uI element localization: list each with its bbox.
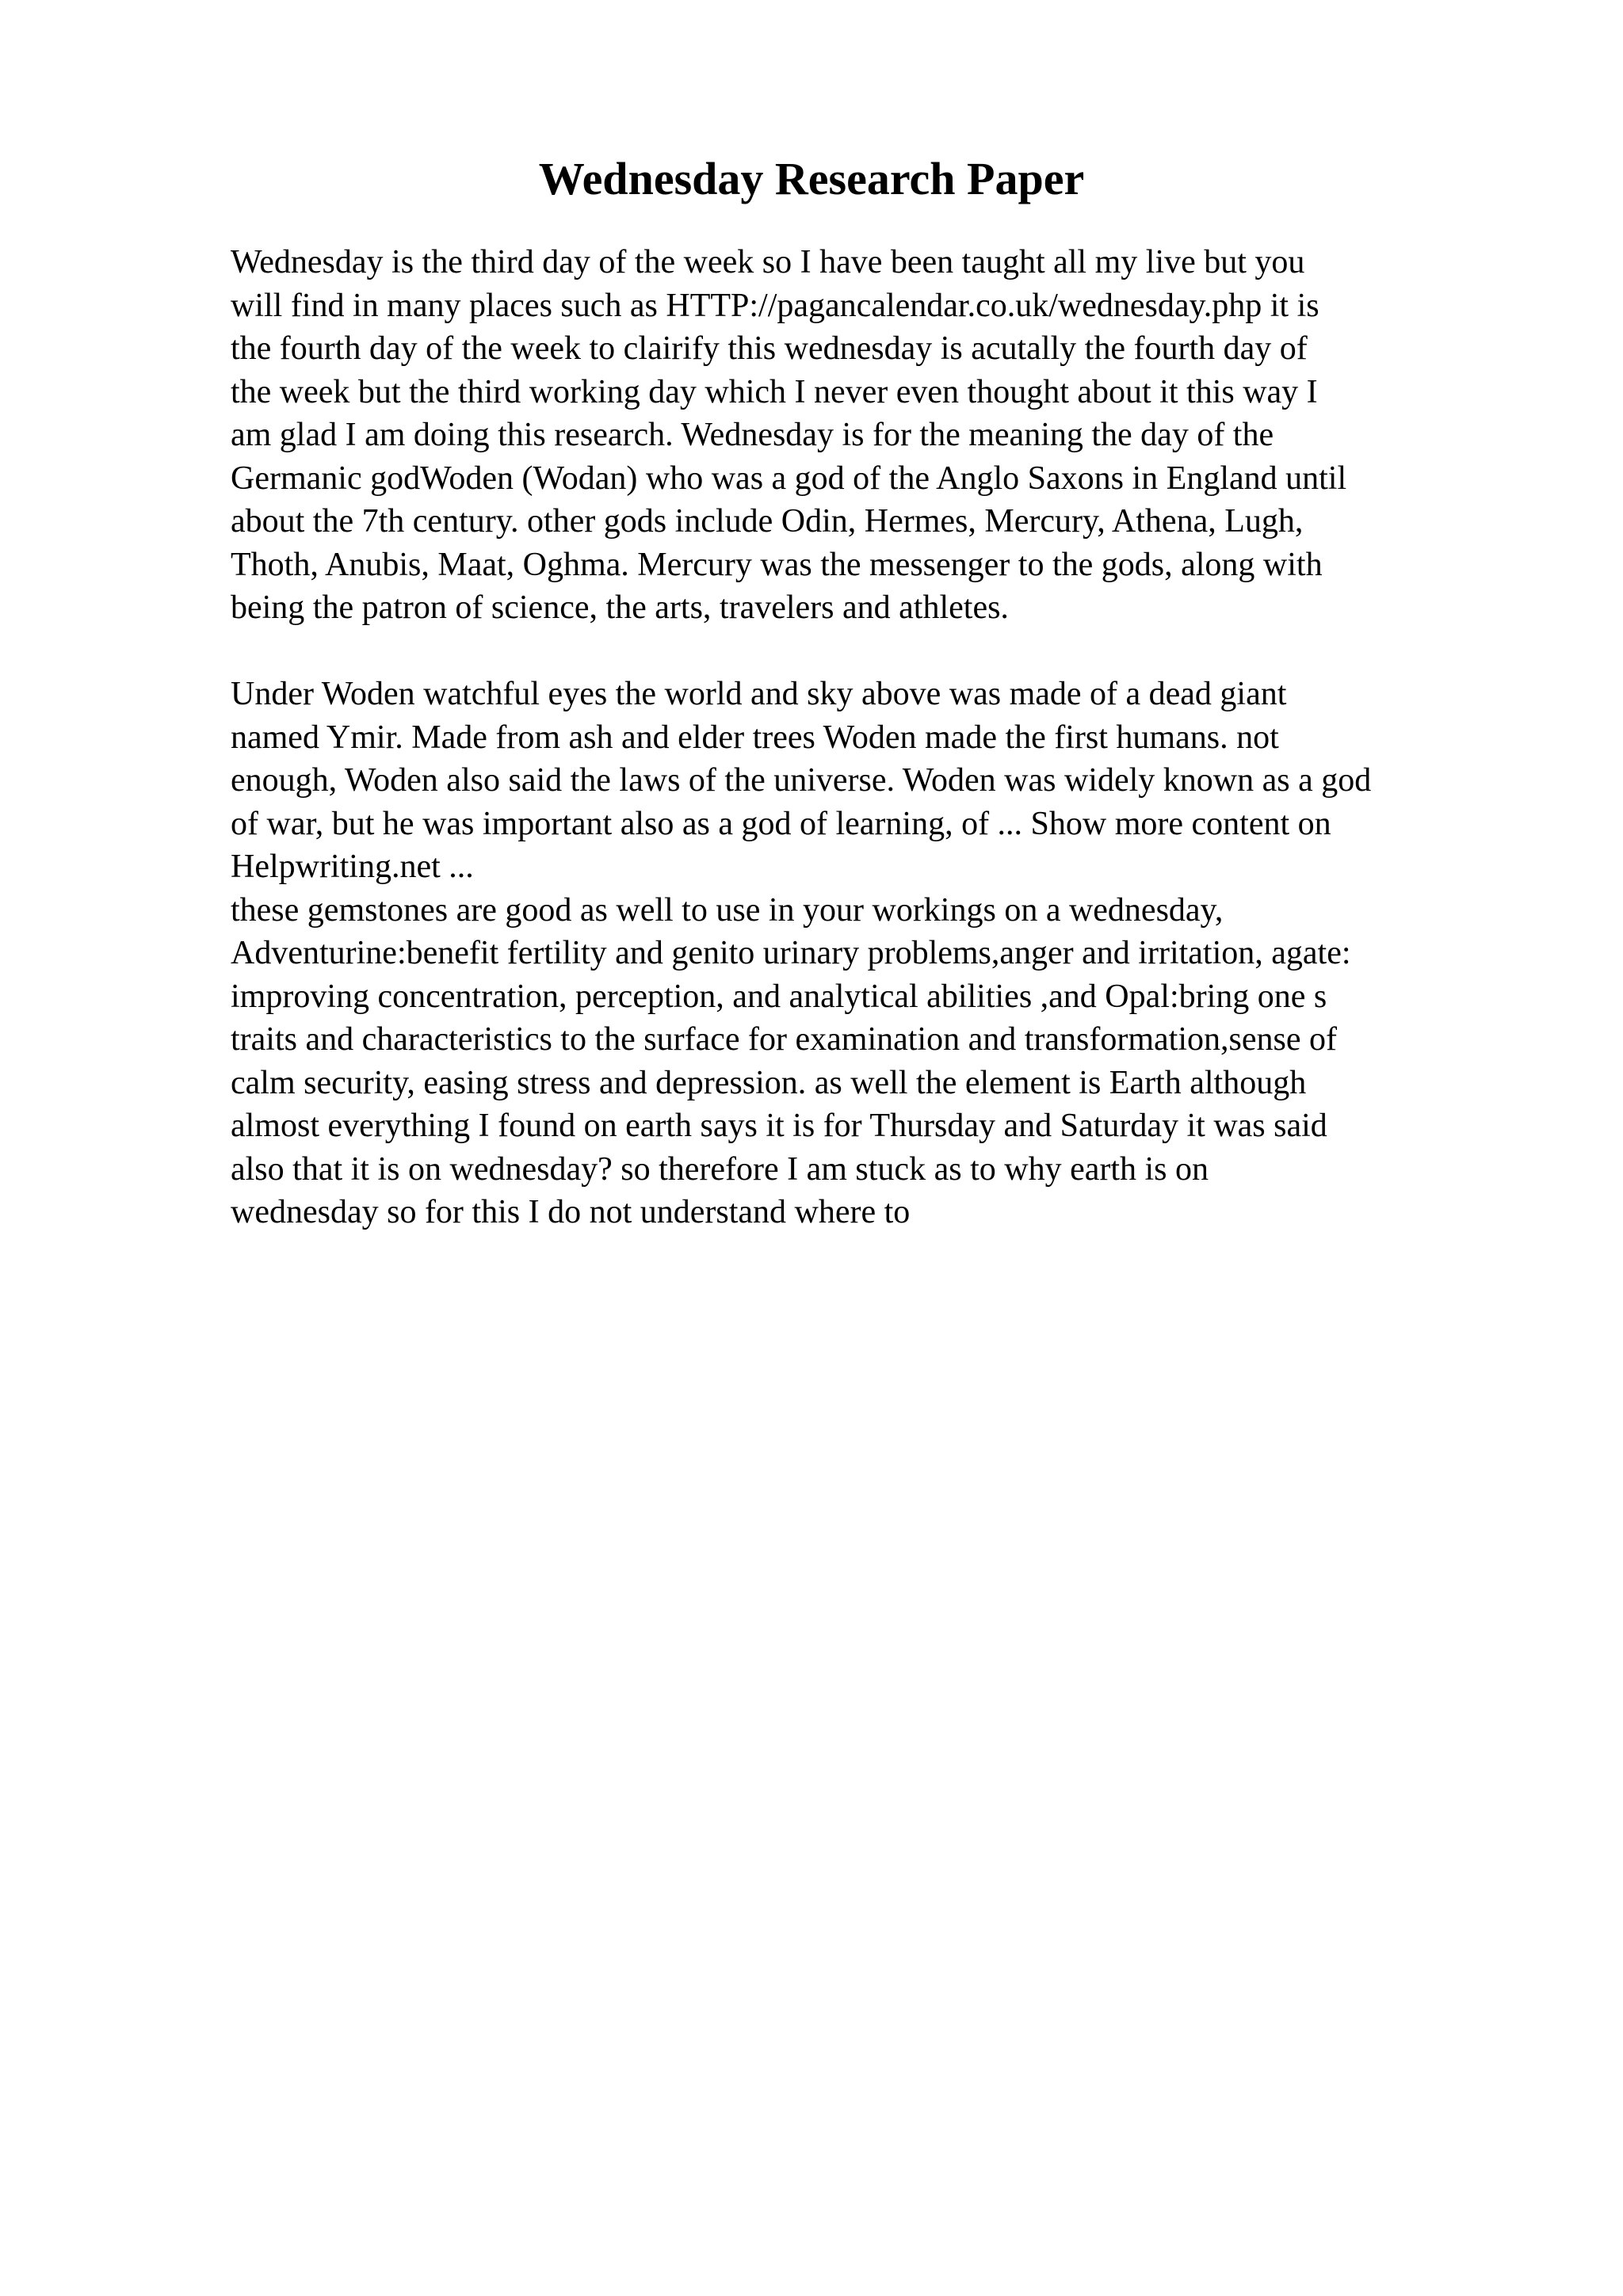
- text-line: improving concentration, perception, and analytical abilities ,and Opal:bring one s: [231, 978, 1327, 1015]
- text-line: Adventurine:benefit fertility and genito urinary problems,anger and irritation, agate:: [231, 935, 1351, 971]
- text-line: will find in many places such as HTTP://pagancalendar.co.uk/wednesday.php it is: [231, 287, 1319, 324]
- text-line: Helpwriting.net ...: [231, 849, 474, 885]
- document-body: [231, 241, 1530, 1234]
- text-line: about the 7th century. other gods include Odin, Hermes, Mercury, Athena, Lugh,: [231, 503, 1304, 540]
- text-line: enough, Woden also said the laws of the universe. Woden was widely known as a god: [231, 762, 1372, 799]
- text-line: Wednesday is the third day of the week so I have been taught all my live but you: [231, 244, 1305, 280]
- text-line: calm security, easing stress and depression. as well the element is Earth although: [231, 1064, 1307, 1101]
- paragraph-2: [231, 673, 1530, 1234]
- paragraph-spacer: [231, 630, 1530, 673]
- text-line: the week but the third working day which I never even thought about it this way I: [231, 373, 1318, 410]
- text-line: also that it is on wednesday? so therefore I am stuck as to why earth is on: [231, 1150, 1209, 1188]
- text-line: named Ymir. Made from ash and elder trees Woden made the first humans. not: [231, 719, 1279, 756]
- text-line: almost everything I found on earth says it is for Thursday and Saturday it was said: [231, 1108, 1327, 1144]
- page-title: Wednesday Research Paper: [538, 153, 1085, 204]
- text-line: being the patron of science, the arts, travelers and athletes.: [231, 589, 1009, 626]
- text-line: wednesday so for this I do not understand where to: [231, 1194, 911, 1230]
- text-line: of war, but he was important also as a god of learning, of ... Show more content on: [231, 805, 1331, 842]
- text-line: Thoth, Anubis, Maat, Oghma. Mercury was the messenger to the gods, along with: [231, 546, 1323, 583]
- paragraph-1: [231, 241, 1530, 630]
- text-line: am glad I am doing this research. Wednesday is for the meaning the day of the: [231, 417, 1274, 453]
- text-line: traits and characteristics to the surface for examination and transformation,sense of: [231, 1021, 1337, 1058]
- text-line: these gemstones are good as well to use in your workings on a wednesday,: [231, 891, 1224, 929]
- text-line: Germanic godWoden (Wodan) who was a god of the Anglo Saxons in England until: [231, 460, 1347, 497]
- text-line: Under Woden watchful eyes the world and sky above was made of a dead giant: [231, 676, 1287, 712]
- text-line: the fourth day of the week to clairify this wednesday is acutally the fourth day of: [231, 330, 1308, 367]
